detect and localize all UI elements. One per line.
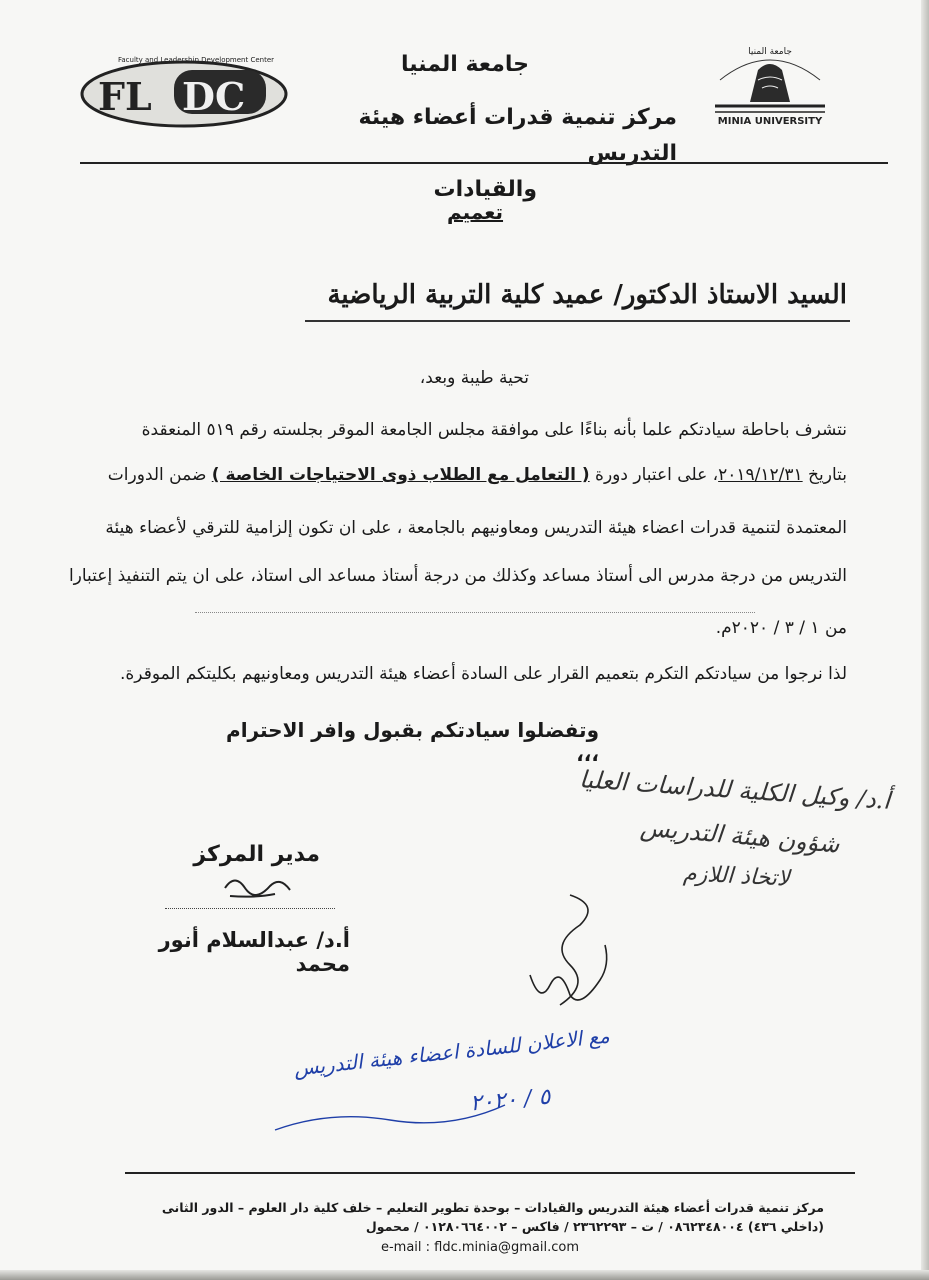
fldc-logo-left-text: FL (98, 74, 152, 119)
handwritten-note-line1: أ.د/ وكيل الكلية للدراسات العليا (577, 765, 891, 815)
handwritten-signature (510, 885, 650, 1015)
footer-divider (125, 1172, 855, 1174)
body-line-6: لذا نرجوا من سيادتكم التكرم بتعميم القرار على السادة أعضاء هيئة التدريس ومعاونيهم بكليتكم الموقرة. (120, 664, 847, 684)
closing-line: وتفضلوا سيادتكم بقبول وافر الاحترام ،،، (226, 718, 599, 766)
handwritten-annotation (420, 760, 900, 1010)
fldc-logo-arc-text: Faculty and Leadership Development Center (118, 56, 275, 64)
body-line-4: التدريس من درجة مدرس الى أستاذ مساعد وكذلك من درجة أستاذ مساعد الى استاذ، على ان يتم التنفيذ إعتبارا (68, 566, 847, 586)
signature-line (165, 908, 335, 909)
footer-contacts: (داخلي ٤٣٦) ٠٨٦٢٣٤٨٠٠٤ / ت – ٢٣٦٢٢٩٣ / فاكس – ٠١٢٨٠٦٦٤٠٠٢ / محمول (365, 1219, 824, 1234)
director-title: مدير المركز (193, 842, 320, 867)
footer-address: مركز تنمية قدرات أعضاء هيئة التدريس والقيادات – بوحدة تطوير التعليم – خلف كلية دار العلوم – الدور الثانى (161, 1200, 824, 1215)
fldc-logo (78, 52, 290, 132)
director-signature (215, 868, 295, 908)
university-name: جامعة المنيا (401, 52, 529, 77)
body-line-3: المعتمدة لتنمية قدرات اعضاء هيئة التدريس ومعاونيهم بالجامعة ، على ان تكون إلزامية للترقي لأعضاء هيئة (105, 518, 847, 538)
blue-note-line1: مع الاعلان للسادة اعضاء هيئة التدريس (292, 1023, 611, 1081)
body-line-1: نتشرف باحاطة سيادتكم علما بأنه بناءًا على موافقة مجلس الجامعة الموقر بجلسته رقم ٥١٩ المنعقدة (141, 420, 847, 440)
body-line-5: من ١ / ٣ / ٢٠٢٠م. (715, 618, 847, 638)
scan-edge-right (921, 0, 929, 1280)
addressee: السيد الاستاذ الدكتور/ عميد كلية التربية الرياضية (327, 280, 847, 310)
body-line-2-b: ، على اعتبار دورة (589, 465, 719, 485)
minia-university-logo (700, 40, 840, 130)
body-line-2-a: بتاريخ (802, 465, 847, 485)
dotted-separator (195, 612, 755, 613)
handwritten-note-line2: شؤون هيئة التدريس (639, 813, 841, 859)
scan-edge-bottom (0, 1270, 929, 1280)
blue-note-line2: ٥ / ٢٠٢٠ (468, 1084, 551, 1117)
course-name: ( التعامل مع الطلاب ذوى الاحتياجات الخاصة ) (211, 465, 590, 485)
decision-date: ٢٠١٩/١٢/٣١ (718, 465, 803, 485)
blue-handwritten-annotation (230, 1023, 611, 1140)
header-divider (80, 162, 888, 164)
greeting: تحية طيبة وبعد، (419, 368, 529, 388)
document-title: تعميم (446, 200, 504, 224)
minia-logo-text: MINIA UNIVERSITY (717, 116, 823, 127)
center-name (277, 100, 677, 208)
body-line-2 (102, 465, 847, 485)
footer-email: e-mail : fldc.minia@gmail.com (380, 1240, 579, 1255)
blue-scribble (270, 1090, 510, 1140)
handwritten-note-line3: لاتخاذ اللازم (682, 861, 791, 892)
fldc-logo-right-text: DC (182, 74, 246, 119)
center-name-line1: مركز تنمية قدرات أعضاء هيئة التدريس (358, 105, 677, 166)
body-line-2-c: ضمن الدورات (107, 465, 212, 485)
director-name: أ.د/ عبدالسلام أنور محمد (158, 928, 350, 976)
minia-logo-arabic: جامعة المنيا (748, 47, 792, 57)
center-name-line2: والقيادات (433, 177, 537, 202)
addressee-divider (305, 320, 850, 322)
